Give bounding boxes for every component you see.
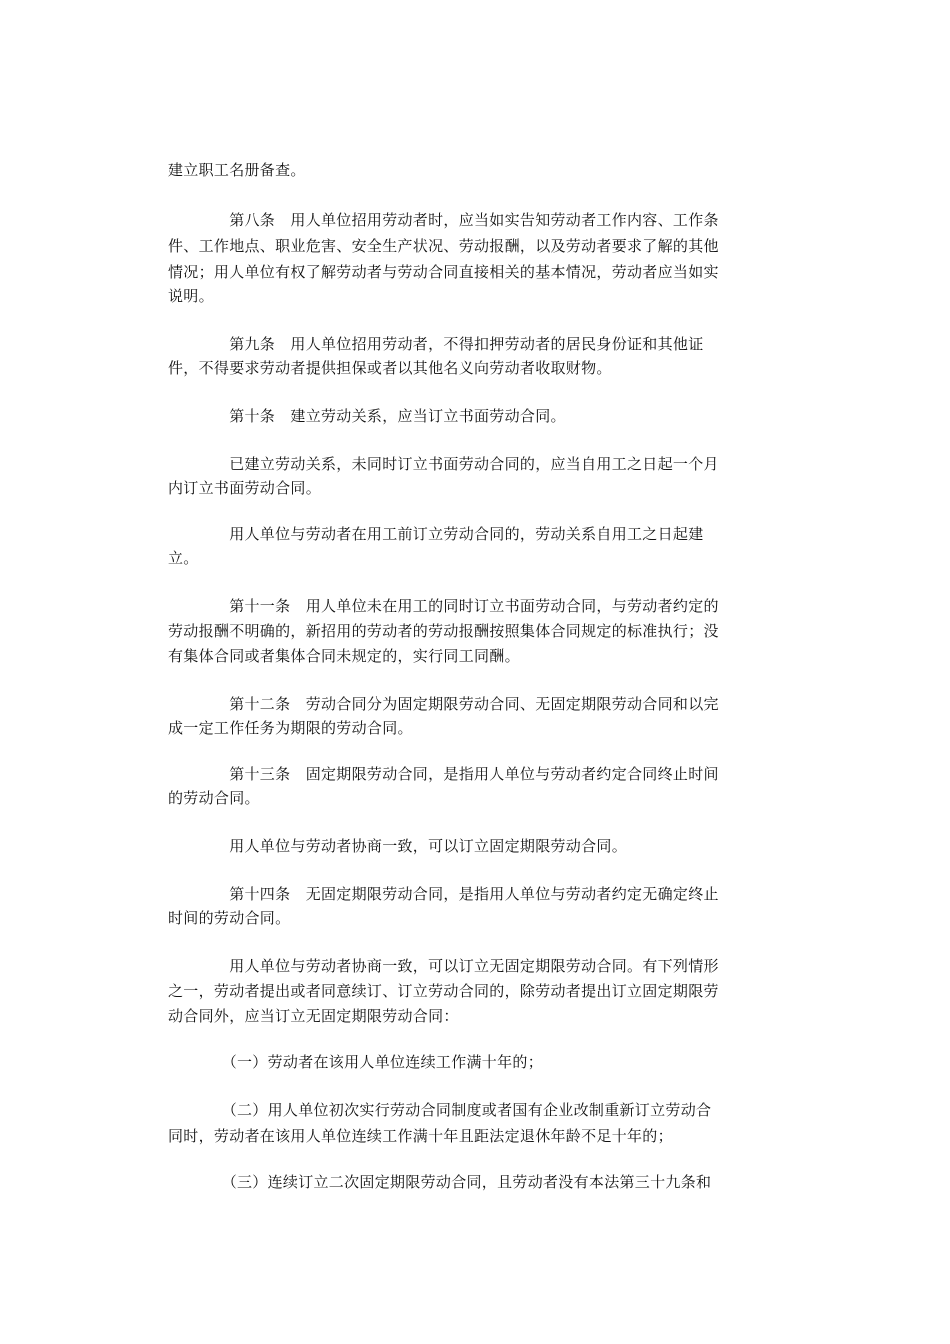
text-line: 用人单位与劳动者协商一致，可以订立无固定期限劳动合同。有下列情形: [168, 957, 719, 975]
text-line: 用人单位与劳动者在用工前订立劳动合同的，劳动关系自用工之日起建: [168, 525, 704, 543]
text-line: 立。: [168, 549, 199, 567]
text-line: 第八条 用人单位招用劳动者时，应当如实告知劳动者工作内容、工作条: [168, 211, 719, 229]
text-line: 成一定工作任务为期限的劳动合同。: [168, 719, 413, 737]
text-line: （一）劳动者在该用人单位连续工作满十年的；: [168, 1053, 544, 1071]
text-line: 建立职工名册备查。: [168, 161, 306, 179]
text-line: 说明。: [168, 287, 214, 305]
text-line: 已建立劳动关系，未同时订立书面劳动合同的，应当自用工之日起一个月: [168, 455, 719, 473]
text-line: （三）连续订立二次固定期限劳动合同，且劳动者没有本法第三十九条和: [168, 1173, 712, 1191]
text-line: 时间的劳动合同。: [168, 909, 291, 927]
text-line: 第十四条 无固定期限劳动合同，是指用人单位与劳动者约定无确定终止: [168, 885, 719, 903]
text-line: 动合同外，应当订立无固定期限劳动合同：: [168, 1007, 459, 1025]
text-line: 劳动报酬不明确的，新招用的劳动者的劳动报酬按照集体合同规定的标准执行；没: [168, 622, 719, 640]
text-line: 件，不得要求劳动者提供担保或者以其他名义向劳动者收取财物。: [168, 359, 612, 377]
text-line: 件、工作地点、职业危害、安全生产状况、劳动报酬，以及劳动者要求了解的其他: [168, 237, 719, 255]
text-line: 情况；用人单位有权了解劳动者与劳动合同直接相关的基本情况，劳动者应当如实: [168, 263, 719, 281]
text-line: 第十三条 固定期限劳动合同，是指用人单位与劳动者约定合同终止时间: [168, 765, 719, 783]
text-line: 内订立书面劳动合同。: [168, 479, 322, 497]
text-line: 用人单位与劳动者协商一致，可以订立固定期限劳动合同。: [168, 837, 628, 855]
text-line: 之一，劳动者提出或者同意续订、订立劳动合同的，除劳动者提出订立固定期限劳: [168, 982, 719, 1000]
text-line: （二）用人单位初次实行劳动合同制度或者国有企业改制重新订立劳动合: [168, 1101, 712, 1119]
text-line: 第十二条 劳动合同分为固定期限劳动合同、无固定期限劳动合同和以完: [168, 695, 719, 713]
text-line: 有集体合同或者集体合同未规定的，实行同工同酬。: [168, 647, 520, 665]
text-line: 的劳动合同。: [168, 789, 260, 807]
text-line: 第十一条 用人单位未在用工的同时订立书面劳动合同，与劳动者约定的: [168, 597, 719, 615]
text-line: 第十条 建立劳动关系，应当订立书面劳动合同。: [168, 407, 566, 425]
text-line: 同时，劳动者在该用人单位连续工作满十年且距法定退休年龄不足十年的；: [168, 1127, 673, 1145]
text-line: 第九条 用人单位招用劳动者，不得扣押劳动者的居民身份证和其他证: [168, 335, 704, 353]
